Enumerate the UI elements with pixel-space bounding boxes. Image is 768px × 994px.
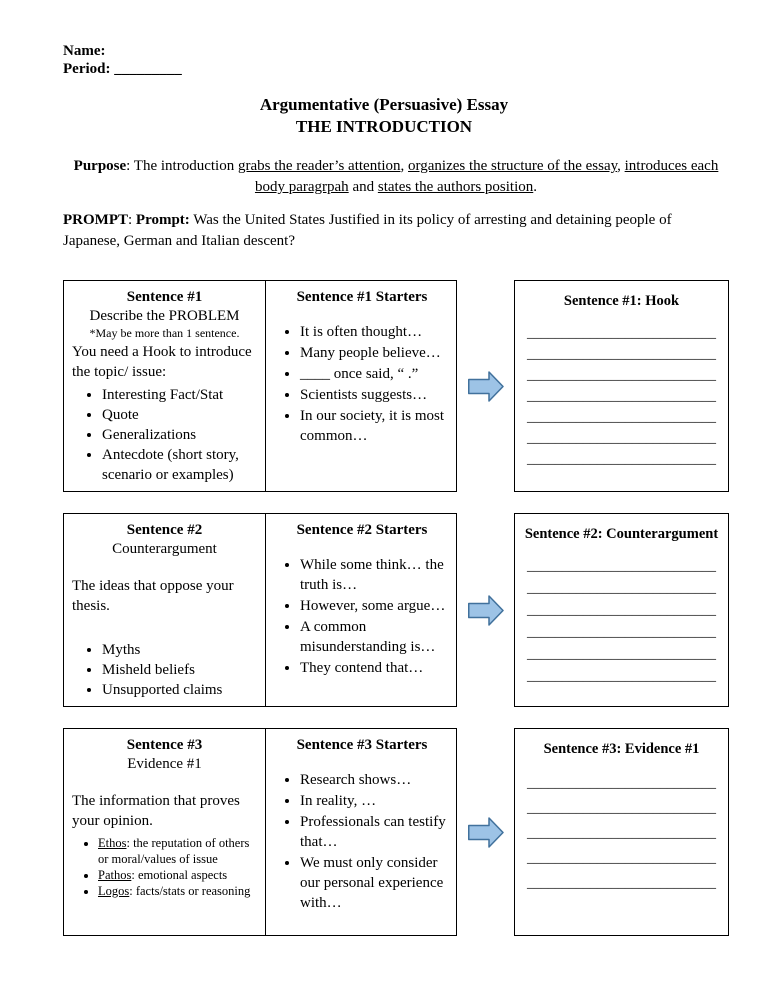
- purpose-text: ,: [400, 158, 409, 174]
- list-item: • However, some argue…: [300, 596, 450, 616]
- sentence-2-description-table: [63, 513, 457, 707]
- purpose-text: : The introduction: [126, 158, 238, 174]
- starters-title: Sentence #2 Starters: [296, 522, 428, 538]
- blank-line: ___________________________: [527, 776, 716, 791]
- evidence-types-list: [72, 835, 257, 899]
- purpose-paragraph: [63, 156, 729, 198]
- list-item: • Antecdote (short story, scenario or examples): [102, 445, 257, 485]
- blank-line: ___________________________: [527, 801, 716, 816]
- starters-title: Sentence #1 Starters: [296, 289, 428, 305]
- blank-line: ___________________________: [527, 669, 716, 684]
- list-item: • Interesting Fact/Stat: [102, 385, 257, 405]
- blank-line: ___________________________: [527, 603, 716, 618]
- starters-list: [274, 555, 450, 678]
- period-label: Period: _________: [63, 61, 182, 77]
- sentence-2-answer-box: [514, 513, 729, 707]
- cell-subtitle: Counterargument: [112, 541, 217, 557]
- blank-line: ___________________________: [527, 347, 716, 362]
- starters-list: [274, 770, 450, 913]
- list-item: • Misheld beliefs: [102, 660, 257, 680]
- cell-body: The information that proves your opinion.: [72, 793, 240, 829]
- answer-blank-lines: [523, 771, 720, 896]
- sentence-1-description-cell: [64, 281, 266, 491]
- blank-line: ___________________________: [527, 452, 716, 467]
- sentence-3-answer-box: [514, 728, 729, 936]
- purpose-text: .: [533, 179, 538, 195]
- student-header: [63, 42, 729, 78]
- page-title: [63, 94, 705, 138]
- list-item: • It is often thought…: [300, 322, 450, 342]
- evidence-term: Pathos: [98, 868, 132, 882]
- list-item: • In our society, it is most common…: [300, 406, 450, 446]
- arrow-cell: [457, 513, 514, 707]
- prompt-label: PROMPT: [63, 212, 128, 228]
- right-arrow-shape: [468, 372, 502, 401]
- prompt-paragraph: [63, 210, 719, 252]
- list-item: • While some think… the truth is…: [300, 555, 450, 595]
- list-item: • Generalizations: [102, 425, 257, 445]
- list-item: • Professionals can testify that…: [300, 812, 450, 852]
- blank-line: ___________________________: [527, 431, 716, 446]
- blank-line: ___________________________: [527, 647, 716, 662]
- row-sentence-2: [63, 513, 729, 707]
- cell-subtitle: Evidence #1: [127, 756, 202, 772]
- purpose-underlined-3: introduces each body paragrpah: [254, 158, 719, 195]
- answer-box-title: Sentence #1: Hook: [563, 293, 680, 309]
- cell-body: You need a Hook to introduce the topic/ issue:: [72, 344, 252, 380]
- right-arrow-icon: [468, 817, 504, 848]
- blank-line: ___________________________: [527, 368, 716, 383]
- answer-blank-lines: [523, 323, 720, 470]
- sentence-1-answer-box: [514, 280, 729, 492]
- list-item: • They contend that…: [300, 658, 450, 678]
- blank-line: ___________________________: [527, 876, 716, 891]
- blank-line: ___________________________: [527, 410, 716, 425]
- list-item: • Quote: [102, 405, 257, 425]
- sentence-3-starters-cell: [266, 729, 456, 935]
- sentence-1-description-table: [63, 280, 457, 492]
- page-title-line-2: THE INTRODUCTION: [295, 117, 473, 136]
- list-item: [98, 867, 257, 883]
- purpose-text: and: [348, 179, 378, 195]
- evidence-definition: : emotional aspects: [131, 868, 228, 882]
- evidence-definition: : the reputation of others or moral/values of issue: [98, 836, 250, 866]
- blank-line: ___________________________: [527, 851, 716, 866]
- list-item: • Many people believe…: [300, 343, 450, 363]
- arrow-cell: [457, 280, 514, 492]
- starters-list: [274, 322, 450, 446]
- arrow-cell: [457, 728, 514, 936]
- prompt-label-2: Prompt:: [135, 212, 190, 228]
- list-item: [98, 835, 257, 867]
- cell-title: Sentence #1: [126, 289, 203, 305]
- sentence-3-description-cell: [64, 729, 266, 935]
- evidence-term: Logos: [98, 884, 130, 898]
- sentence-3-description-table: [63, 728, 457, 936]
- list-item: • Scientists suggests…: [300, 385, 450, 405]
- evidence-definition: : facts/stats or reasoning: [129, 884, 251, 898]
- list-item: • Myths: [102, 640, 257, 660]
- list-item: • Research shows…: [300, 770, 450, 790]
- evidence-term: Ethos: [98, 836, 127, 850]
- sentence-2-description-cell: [64, 514, 266, 706]
- blank-line: ___________________________: [527, 625, 716, 640]
- blank-line: ___________________________: [527, 389, 716, 404]
- prompt-text: :: [128, 212, 136, 228]
- worksheet-rows: [63, 280, 729, 936]
- name-label: Name:: [63, 43, 106, 59]
- cell-subtitle: Describe the PROBLEM: [89, 308, 240, 324]
- row-sentence-3: [63, 728, 729, 936]
- purpose-text: ,: [617, 158, 625, 174]
- right-arrow-shape: [468, 596, 502, 625]
- hook-options-list: [72, 385, 257, 485]
- right-arrow-shape: [468, 818, 502, 847]
- cell-body: The ideas that oppose your thesis.: [72, 578, 234, 614]
- list-item: • We must only consider our personal experience with…: [300, 853, 450, 913]
- right-arrow-icon: [468, 595, 504, 626]
- answer-box-title: Sentence #3: Evidence #1: [543, 741, 700, 757]
- list-item: • ____ once said, “ .”: [300, 364, 450, 384]
- purpose-underlined-2: organizes the structure of the essay: [408, 158, 618, 174]
- list-item: • Unsupported claims: [102, 680, 257, 700]
- cell-note: *May be more than 1 sentence.: [89, 326, 240, 340]
- purpose-underlined-4: states the authors position: [377, 179, 534, 195]
- right-arrow-icon: [468, 371, 504, 402]
- counterargument-options-list: [72, 640, 257, 700]
- page-title-line-1: Argumentative (Persuasive) Essay: [259, 95, 509, 114]
- cell-title: Sentence #3: [126, 737, 203, 753]
- blank-line: ___________________________: [527, 559, 716, 574]
- purpose-underlined-1: grabs the reader’s attention: [237, 158, 401, 174]
- row-sentence-1: [63, 280, 729, 492]
- list-item: • In reality, …: [300, 791, 450, 811]
- sentence-1-starters-cell: [266, 281, 456, 491]
- list-item: • A common misunderstanding is…: [300, 617, 450, 657]
- purpose-label: Purpose: [73, 158, 127, 174]
- starters-title: Sentence #3 Starters: [296, 737, 428, 753]
- list-item: [98, 883, 257, 899]
- blank-line: ___________________________: [527, 581, 716, 596]
- sentence-2-starters-cell: [266, 514, 456, 706]
- prompt-question: Was the United States Justified in its policy of arresting and detaining people of Japanese, German and Italian descent?: [63, 212, 672, 249]
- answer-box-title: Sentence #2: Counterargument: [524, 526, 719, 542]
- blank-line: ___________________________: [527, 326, 716, 341]
- answer-blank-lines: [523, 556, 720, 688]
- blank-line: ___________________________: [527, 826, 716, 841]
- cell-title: Sentence #2: [126, 522, 203, 538]
